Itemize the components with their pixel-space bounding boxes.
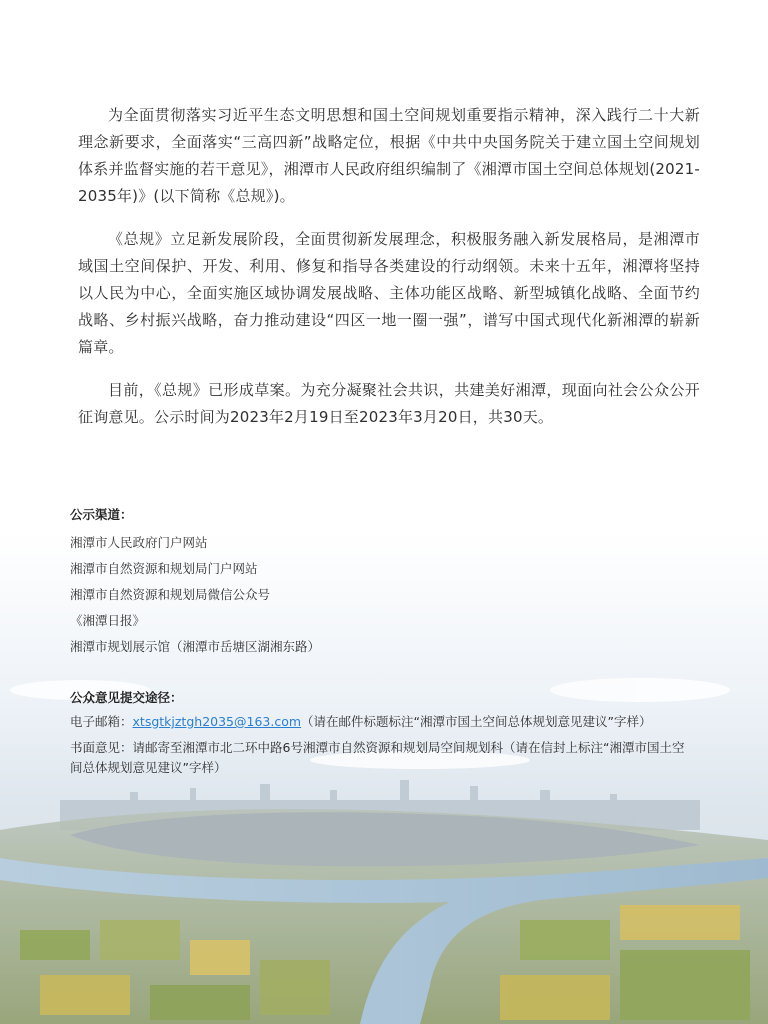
email-label: 电子邮箱： [70,714,133,729]
channel-item: 湘潭市规划展示馆（湘潭市岳塘区湖湘东路） [70,639,321,654]
channel-item: 湘潭市自然资源和规划局门户网站 [70,561,258,576]
channel-item: 《湘潭日报》 [70,613,146,628]
mail-label: 书面意见： [70,740,133,755]
intro-paragraph-3: 目前，《总规》已形成草案。为充分凝聚社会共识，共建美好湘潭，现面向社会公众公开征询意见。公示时间为2023年2月19日至2023年3月20日，共30天。 [78,381,700,426]
intro-paragraph-1: 为全面贯彻落实习近平生态文明思想和国土空间规划重要指示精神，深入践行二十大新理念新要求，全面落实“三高四新”战略定位，根据《中共中央国务院关于建立国土空间规划体系并监督实施的若干意见》，湘潭市人民政府组织编制了《湘潭市国土空间总体规划(2021-2035年)》(以下简称《总规》)。 [78,106,700,205]
submission-methods [70,712,690,784]
intro-paragraph-2: 《总规》立足新发展阶段，全面贯彻新发展理念，积极服务融入新发展格局，是湘潭市域国土空间保护、开发、利用、修复和指导各类建设的行动纲领。未来十五年，湘潭将坚持以人民为中心，全面实施区域协调发展战略、主体功能区战略、新型城镇化战略、全面节约战略、乡村振兴战略，奋力推动建设“四区一地一圈一强”，谱写中国式现代化新湘潭的崭新篇章。 [78,230,700,356]
intro-text [78,102,700,447]
submission-title: 公众意见提交途径： [70,690,183,705]
channels-title: 公示渠道： [70,507,133,522]
channel-item: 湘潭市自然资源和规划局微信公众号 [70,587,271,602]
mail-row [70,738,690,778]
mail-text: 请邮寄至湘潭市北二环中路6号湘潭市自然资源和规划局空间规划科（请在信封上标注“湘潭市国土空间总体规划意见建议”字样） [70,740,685,775]
channel-item: 湘潭市人民政府门户网站 [70,535,208,550]
email-row [70,712,690,732]
email-link[interactable]: xtsgtkjztgh2035@163.com [132,714,302,729]
email-note: （请在邮件标题标注“湘潭市国土空间总体规划意见建议”字样） [301,714,652,729]
channels-list [70,530,320,660]
